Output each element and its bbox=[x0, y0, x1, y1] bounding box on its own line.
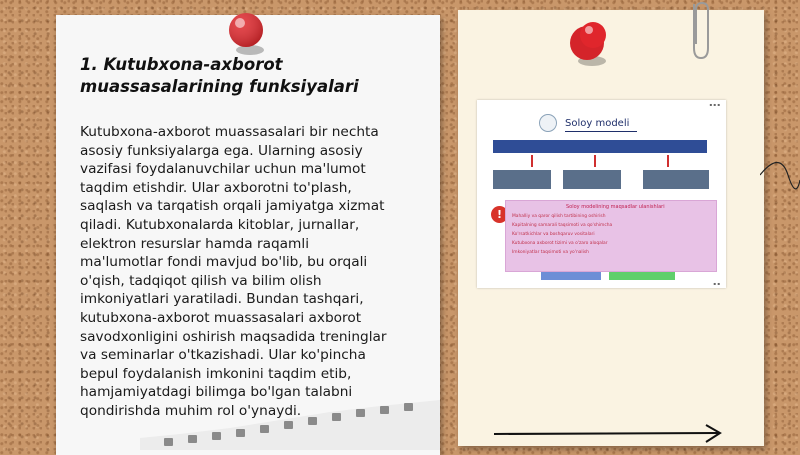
slide-footer-mark: ▪ ▪ bbox=[713, 281, 720, 286]
slide-image bbox=[477, 100, 726, 288]
slide-box bbox=[563, 170, 621, 189]
push-pin-icon bbox=[560, 13, 618, 69]
slide-goal-line: Kutubxona axborot tizimi va o'zaro aloqalar bbox=[512, 241, 608, 246]
body-line: hamjamiyatdagi bilimga bo'lgan talabni bbox=[80, 384, 353, 401]
slide-box bbox=[643, 170, 709, 189]
body-line: savodxonligini oshirish maqsadida treninglar bbox=[80, 328, 387, 345]
slide-button-blue bbox=[541, 272, 601, 280]
body-line: elektron resurslar hamda raqamli bbox=[80, 235, 309, 252]
slide-arrow bbox=[667, 155, 669, 167]
body-line: va seminarlar o'tkazishadi. Ular ko'pincha bbox=[80, 347, 366, 364]
push-pin-icon bbox=[222, 6, 272, 58]
body-line: vazifasi foydalanuvchilar uchun ma'lumot bbox=[80, 161, 366, 178]
slide-goals-box bbox=[505, 200, 717, 272]
slide-goals-title: Soloy modelining maqsadlar ulanishlari bbox=[566, 204, 665, 210]
body-line: asosiy funksiyalarga ega. Ularning asosiy bbox=[80, 142, 363, 159]
body-paragraph bbox=[80, 123, 428, 421]
torn-paper-strip bbox=[140, 398, 440, 450]
slide-header-bar bbox=[493, 140, 707, 153]
slide-box bbox=[493, 170, 551, 189]
slide-goal-line: Mahalliy va qaror qilish tartibining oshirish bbox=[512, 214, 606, 219]
body-line: taqdim etishdir. Ular axborotni to'plash, bbox=[80, 179, 352, 196]
body-line: imkoniyatlari yaratiladi. Bundan tashqari, bbox=[80, 291, 364, 308]
body-line: o'qish, tadqiqot qilish va bilim olish bbox=[80, 272, 322, 289]
title-line: 1. Kutubxona-axborot bbox=[80, 55, 283, 74]
slide-header-mark: ▪ ▪ ▪ bbox=[709, 102, 720, 107]
slide-arrow bbox=[531, 155, 533, 167]
body-line: Kutubxona-axborot muassasalari bir nechta bbox=[80, 124, 379, 140]
slide-title-underline bbox=[565, 131, 637, 132]
title-line: muassasalarining funksiyalari bbox=[80, 77, 359, 96]
section-title bbox=[80, 54, 410, 98]
slide-arrow bbox=[594, 155, 596, 167]
slide-title: Soloy modeli bbox=[565, 118, 630, 129]
arrow-right-icon bbox=[492, 424, 724, 444]
body-line: qiladi. Kutubxonalarda kitoblar, jurnallar, bbox=[80, 216, 360, 233]
slide-button-green bbox=[609, 272, 675, 280]
body-line: ma'lumotlar fondi mavjud bo'lib, bu orqali bbox=[80, 254, 368, 271]
slide-goal-line: Ko'rsatkichlar va boshqaruv vositalari bbox=[512, 232, 595, 237]
body-line: bepul foydalanish imkonini taqdim etib, bbox=[80, 365, 352, 382]
body-line: kutubxona-axborot muassasalari axborot bbox=[80, 309, 362, 326]
body-line: saqlash va tarqatish orqali jamiyatga xizmat bbox=[80, 198, 385, 215]
logo-icon bbox=[539, 114, 557, 132]
body-line: qondirishda muhim rol o'ynaydi. bbox=[80, 402, 302, 419]
paper-clip-icon bbox=[684, 0, 714, 62]
slide-goal-line: Imkoniyatlar taqsimoti va yo'nalish bbox=[512, 250, 589, 255]
decorative-curve bbox=[760, 150, 800, 210]
warning-icon: ! bbox=[491, 206, 508, 223]
slide-goal-line: Kapitalning samarali taqsimoti va qo'shimcha bbox=[512, 223, 613, 228]
